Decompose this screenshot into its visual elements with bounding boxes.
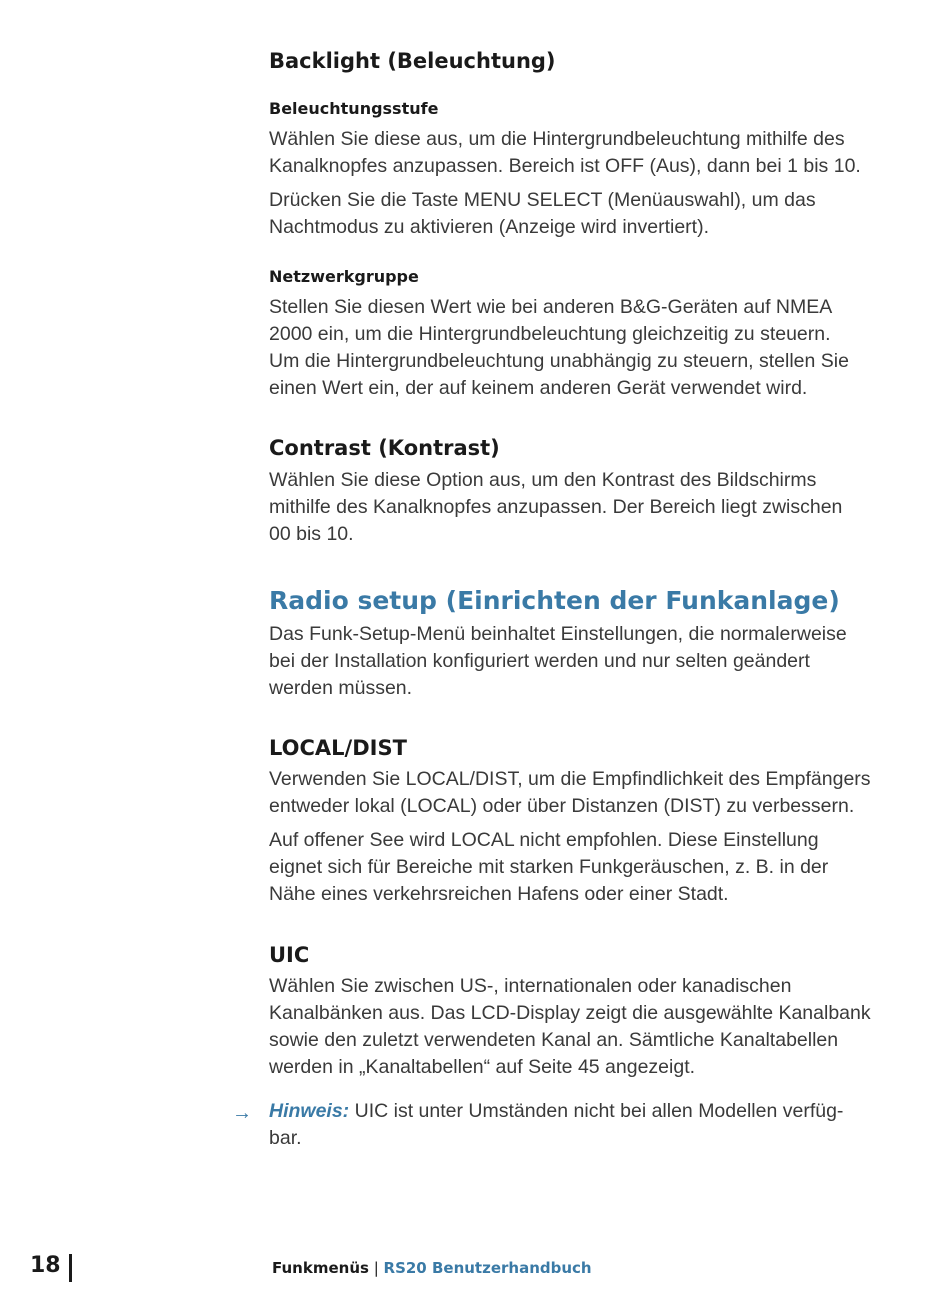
- paragraph-line: Kanalknopfes anzupassen. Bereich ist OFF (Aus), dann bei 1 bis 10.: [269, 155, 861, 177]
- page-number-divider: [69, 1254, 72, 1282]
- paragraph-line: Wählen Sie diese Option aus, um den Kontrast des Bildschirms: [269, 469, 817, 491]
- footer-chapter: Funkmenüs: [272, 1259, 369, 1277]
- heading-backlight: Backlight (Beleuchtung): [269, 49, 556, 73]
- arrow-right-icon: →: [232, 1102, 252, 1124]
- note-text: [269, 1098, 889, 1152]
- paragraph-line: Nachtmodus zu aktivieren (Anzeige wird invertiert).: [269, 216, 710, 238]
- paragraph-line: 2000 ein, um die Hintergrundbeleuchtung gleichzeitig zu steuern.: [269, 323, 831, 345]
- page-number: 18: [30, 1253, 61, 1278]
- paragraph-line: Kanalbänken aus. Das LCD-Display zeigt die ausgewählte Kanalbank: [269, 1002, 871, 1024]
- paragraph-line: Um die Hintergrundbeleuchtung unabhängig zu steuern, stellen Sie: [269, 350, 849, 372]
- paragraph-line: Auf offener See wird LOCAL nicht empfohlen. Diese Einstellung: [269, 829, 819, 851]
- heading-beleuchtungsstufe: Beleuchtungsstufe: [269, 99, 439, 118]
- paragraph-line: mithilfe des Kanalknopfes anzupassen. Der Bereich liegt zwischen: [269, 496, 843, 518]
- paragraph-line: werden müssen.: [269, 677, 413, 699]
- paragraph-line: Wählen Sie diese aus, um die Hintergrundbeleuchtung mithilfe des: [269, 128, 845, 150]
- paragraph-line: Drücken Sie die Taste MENU SELECT (Menüauswahl), um das: [269, 189, 816, 211]
- footer: [272, 1259, 592, 1277]
- note-line: bar.: [269, 1127, 302, 1149]
- paragraph-line: eignet sich für Bereiche mit starken Funkgeräuschen, z. B. in der: [269, 856, 829, 878]
- paragraph-line: Verwenden Sie LOCAL/DIST, um die Empfindlichkeit des Empfängers: [269, 768, 871, 790]
- footer-separator: |: [368, 1259, 384, 1277]
- paragraph-line: werden in „Kanaltabellen“ auf Seite 45 angezeigt.: [269, 1056, 696, 1078]
- note-line: UIC ist unter Umständen nicht bei allen Modellen verfüg-: [349, 1100, 844, 1122]
- heading-netzwerkgruppe: Netzwerkgruppe: [269, 267, 419, 286]
- paragraph-line: bei der Installation konfiguriert werden und nur selten geändert: [269, 650, 810, 672]
- paragraph-line: Nähe eines verkehrsreichen Hafens oder einer Stadt.: [269, 883, 729, 905]
- footer-book-title: RS20 Benutzerhandbuch: [383, 1259, 592, 1277]
- paragraph-line: einen Wert ein, der auf keinem anderen Gerät verwendet wird.: [269, 377, 808, 399]
- paragraph-line: Das Funk-Setup-Menü beinhaltet Einstellungen, die normalerweise: [269, 623, 847, 645]
- paragraph-line: 00 bis 10.: [269, 523, 354, 545]
- heading-uic: UIC: [269, 943, 310, 967]
- heading-radio-setup: Radio setup (Einrichten der Funkanlage): [269, 586, 840, 615]
- heading-contrast: Contrast (Kontrast): [269, 436, 500, 460]
- note-label: Hinweis:: [269, 1100, 350, 1122]
- heading-local-dist: LOCAL/DIST: [269, 736, 407, 760]
- paragraph-line: sowie den zuletzt verwendeten Kanal an. Sämtliche Kanaltabellen: [269, 1029, 839, 1051]
- paragraph-line: Wählen Sie zwischen US-, internationalen oder kanadischen: [269, 975, 792, 997]
- paragraph-line: entweder lokal (LOCAL) oder über Distanzen (DIST) zu verbessern.: [269, 795, 855, 817]
- paragraph-line: Stellen Sie diesen Wert wie bei anderen B&G-Geräten auf NMEA: [269, 296, 833, 318]
